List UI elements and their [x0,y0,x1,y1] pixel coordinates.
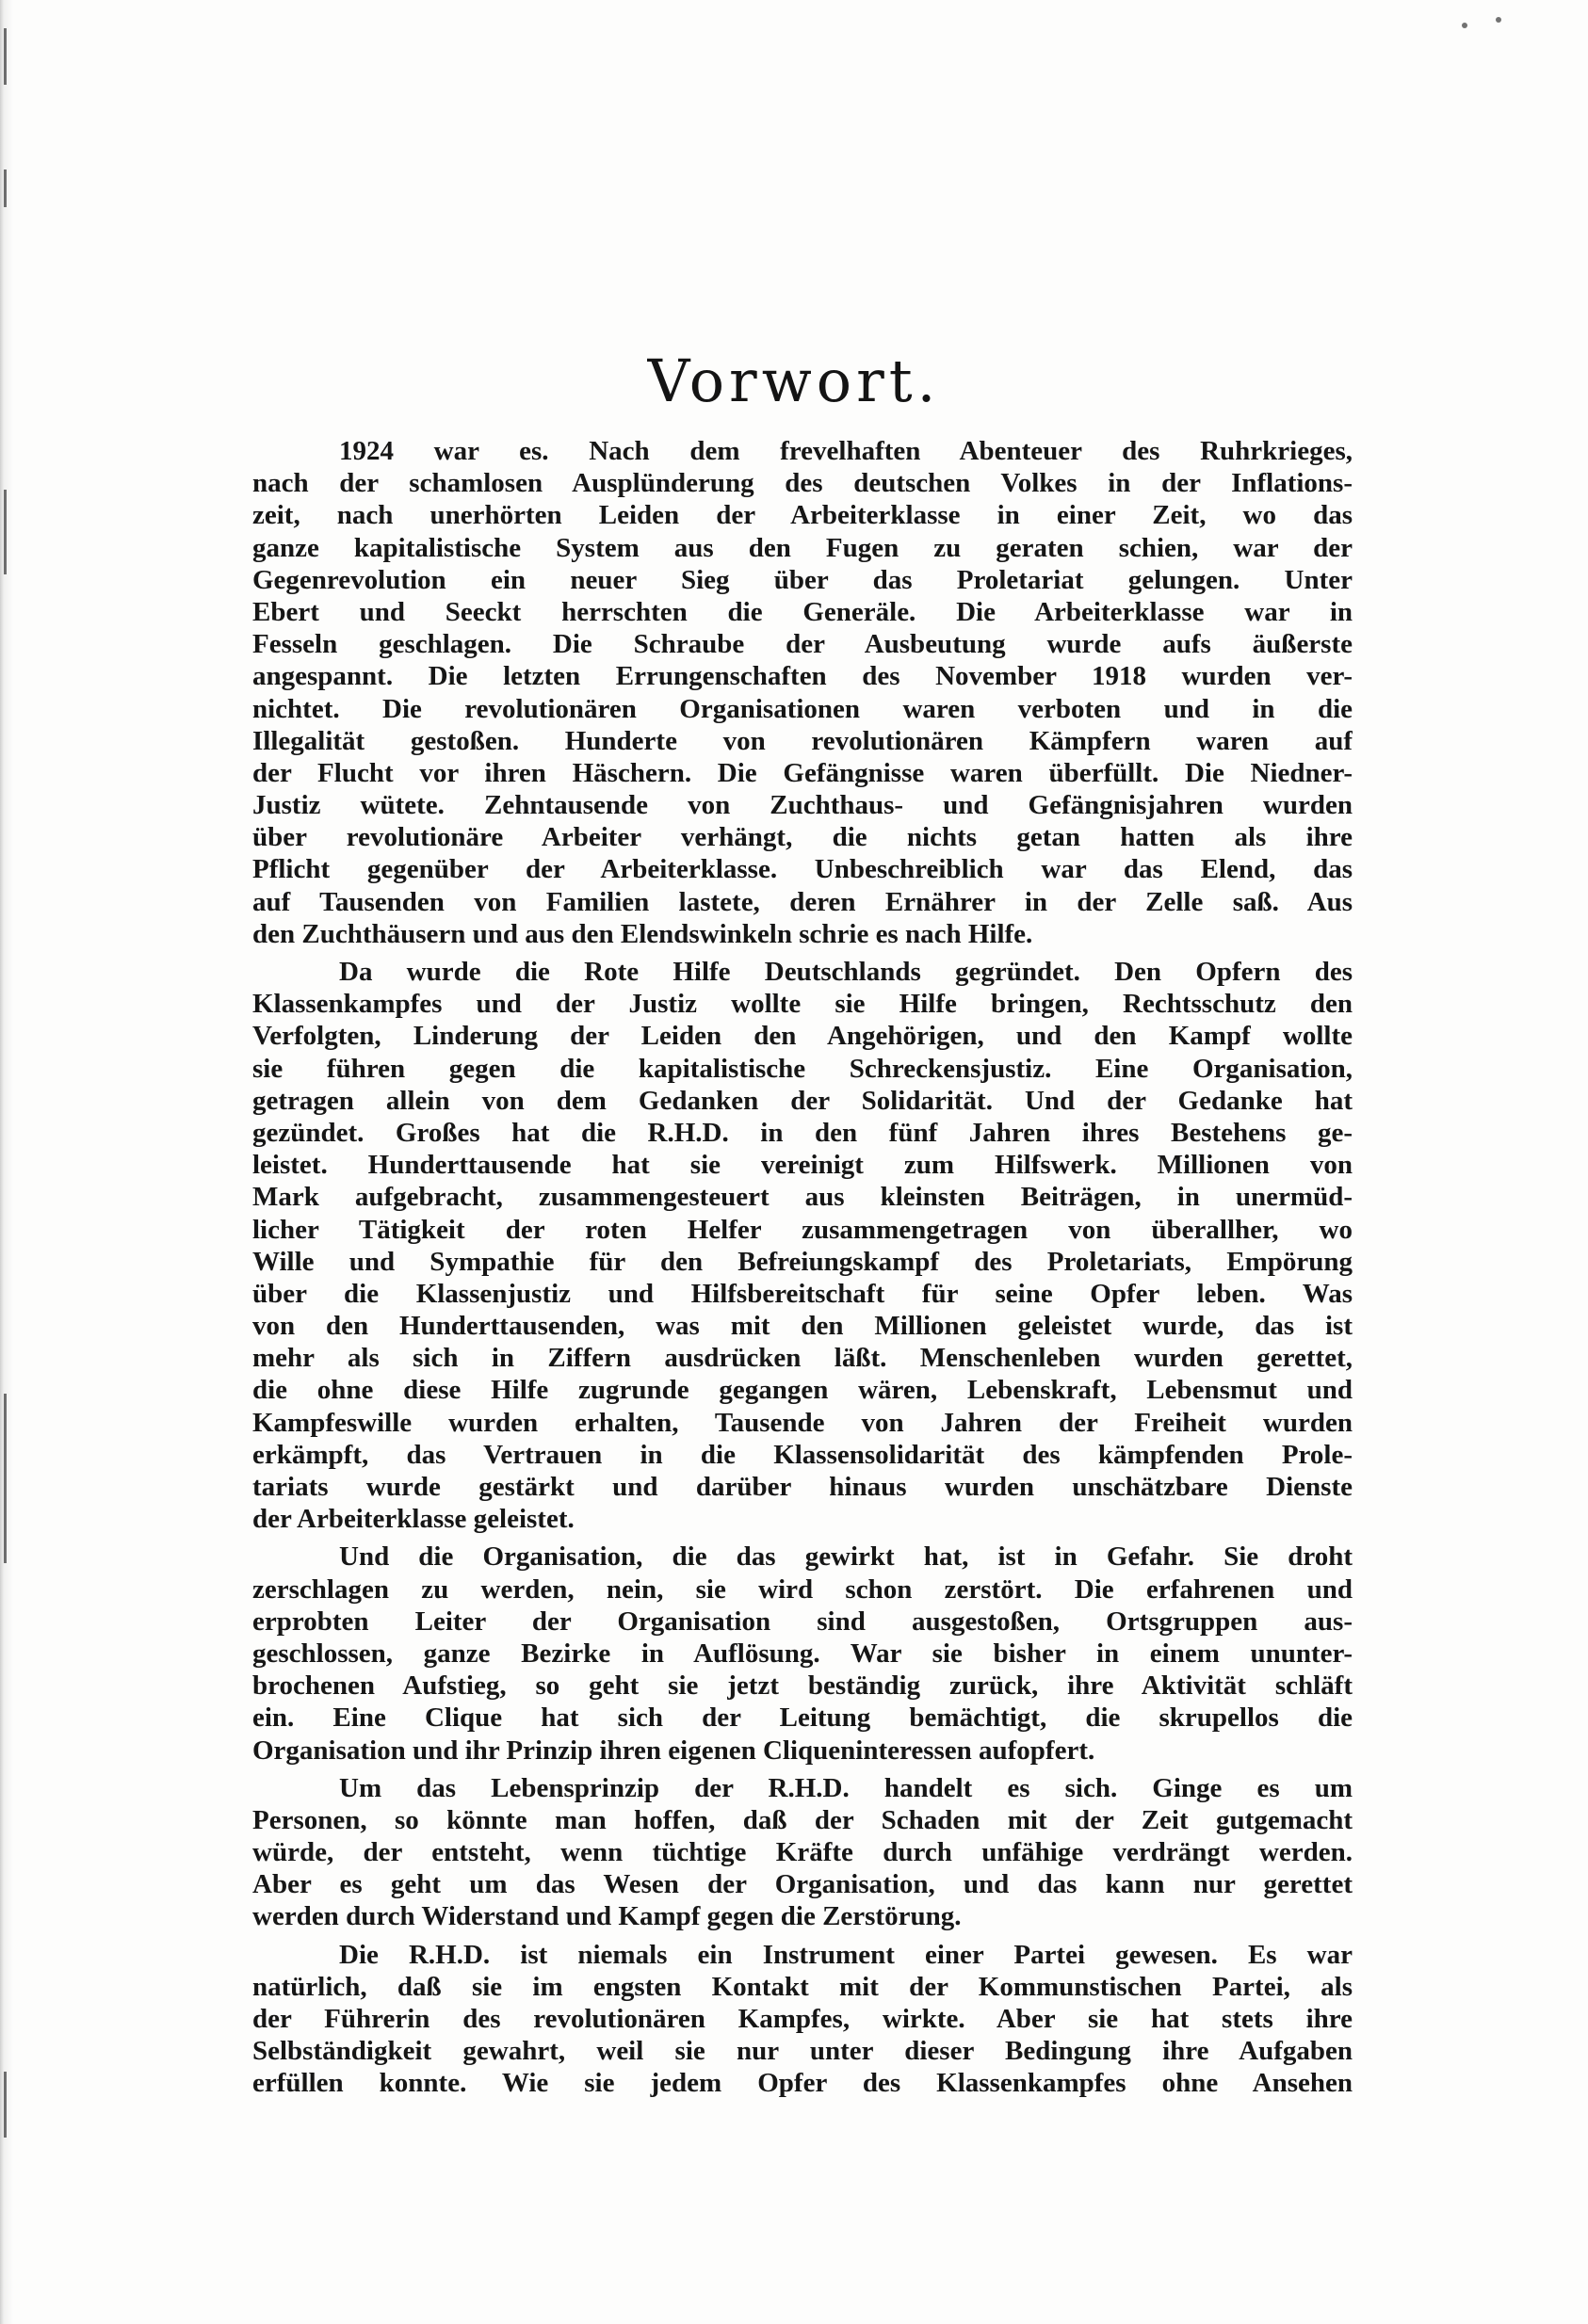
paragraph [252,435,1353,950]
text-line: natürlich, daß sie im engsten Kontakt mit der Kommunstischen Partei, als [252,1971,1353,2002]
text-line: brochenen Aufstieg, so geht sie jetzt beständig zurück, ihre Aktivität schläft [252,1670,1353,1702]
paragraph [252,1939,1353,2100]
text-line: licher Tätigkeit der roten Helfer zusammengetragen von überallher, wo [252,1214,1353,1245]
text-line: der Arbeiterklasse geleistet. [252,1504,575,1535]
text-line: der Flucht vor ihren Häschern. Die Gefängnisse waren überfüllt. Die Niedner- [252,757,1353,788]
text-line: Wille und Sympathie für den Befreiungskampf des Proletariats, Empörung [252,1246,1353,1277]
text-line: Um das Lebensprinzip der R.H.D. handelt es sich. Ginge es um [339,1772,1353,1803]
scan-edge-mark [4,28,7,85]
text-line: werden durch Widerstand und Kampf gegen die Zerstörung. [252,1901,962,1932]
text-line: Mark aufgebracht, zusammengesteuert aus kleinsten Beiträgen, in unermüd- [252,1182,1353,1213]
scan-speck [1462,23,1467,28]
text-line: mehr als sich in Ziffern ausdrücken läßt. Menschenleben wurden gerettet, [252,1343,1353,1374]
text-line: Die R.H.D. ist niemals ein Instrument einer Partei gewesen. Es war [339,1939,1353,1970]
scan-edge-mark [4,490,7,574]
text-line: nichtet. Die revolutionären Organisationen waren verboten und in die [252,693,1353,724]
text-line: Personen, so könnte man hoffen, daß der Schaden mit der Zeit gutgemacht [252,1804,1353,1835]
body-text [252,435,1353,2100]
paragraph [252,956,1353,1535]
text-line: ein. Eine Clique hat sich der Leitung bemächtigt, die skrupellos die [252,1703,1353,1734]
text-line: Selbständigkeit gewahrt, weil sie nur unter dieser Bedingung ihre Aufgaben [252,2036,1353,2067]
text-line: Klassenkampfes und der Justiz wollte sie Hilfe bringen, Rechtsschutz den [252,989,1353,1020]
text-line: sie führen gegen die kapitalistische Schreckensjustiz. Eine Organisation, [252,1053,1353,1084]
text-line: nach der schamlosen Ausplünderung des deutschen Volkes in der Inflations- [252,468,1353,499]
text-line: Und die Organisation, die das gewirkt hat, ist in Gefahr. Sie droht [339,1541,1353,1573]
text-line: gezündet. Großes hat die R.H.D. in den fünf Jahren ihres Bestehens ge- [252,1117,1353,1148]
text-line: würde, der entsteht, wenn tüchtige Kräfte durch unfähige verdrängt werden. [252,1837,1353,1868]
scan-speck [1496,17,1501,23]
page-title: Vorwort. [647,347,941,415]
scan-edge-mark [4,169,7,207]
text-line: zeit, nach unerhörten Leiden der Arbeiterklasse in einer Zeit, wo das [252,500,1353,531]
text-line: zerschlagen zu werden, nein, sie wird schon zerstört. Die erfahrenen und [252,1574,1353,1605]
scan-edge-mark [4,2072,7,2138]
text-line: Gegenrevolution ein neuer Sieg über das Proletariat gelungen. Unter [252,564,1353,595]
paragraph [252,1541,1353,1766]
text-line: Illegalität gestoßen. Hunderte von revolutionären Kämpfern waren auf [252,725,1353,756]
text-line: getragen allein von dem Gedanken der Solidarität. Und der Gedanke hat [252,1085,1353,1116]
text-line: Organisation und ihr Prinzip ihren eigenen Cliqueninteressen aufopfert. [252,1735,1095,1766]
text-line: auf Tausenden von Familien lastete, deren Ernährer in der Zelle saß. Aus [252,886,1353,917]
text-line: Aber es geht um das Wesen der Organisation, und das kann nur gerettet [252,1869,1353,1900]
paragraph [252,1772,1353,1933]
text-line: die ohne diese Hilfe zugrunde gegangen wären, Lebenskraft, Lebensmut und [252,1375,1353,1406]
text-line: geschlossen, ganze Bezirke in Auflösung. War sie bisher in einem ununter- [252,1638,1353,1669]
text-line: Da wurde die Rote Hilfe Deutschlands gegründet. Den Opfern des [339,957,1353,987]
text-line: den Zuchthäusern und aus den Elendswinkeln schrie es nach Hilfe. [252,918,1033,949]
text-line: ganze kapitalistische System aus den Fugen zu geraten schien, war der [252,532,1353,563]
text-line: erkämpft, das Vertrauen in die Klassensolidarität des kämpfenden Prole- [252,1439,1353,1470]
text-line: angespannt. Die letzten Errungenschaften des November 1918 wurden ver- [252,661,1353,692]
scan-edge-mark [4,1394,7,1563]
text-line: von den Hunderttausenden, was mit den Millionen geleistet wurde, das ist [252,1311,1353,1342]
text-line: leistet. Hunderttausende hat sie vereinigt zum Hilfswerk. Millionen von [252,1150,1353,1181]
text-line: Verfolgten, Linderung der Leiden den Angehörigen, und den Kampf wollte [252,1021,1353,1052]
text-line: erprobten Leiter der Organisation sind ausgestoßen, Ortsgruppen aus- [252,1606,1353,1637]
text-line: Ebert und Seeckt herrschten die Generäle. Die Arbeiterklasse war in [252,596,1353,627]
text-line: über revolutionäre Arbeiter verhängt, die nichts getan hatten als ihre [252,822,1353,853]
text-line: tariats wurde gestärkt und darüber hinaus wurden unschätzbare Dienste [252,1472,1353,1502]
text-line: Pflicht gegenüber der Arbeiterklasse. Unbeschreiblich war das Elend, das [252,854,1353,885]
text-line: Justiz wütete. Zehntausende von Zuchthaus- und Gefängnisjahren wurden [252,790,1353,821]
text-line: der Führerin des revolutionären Kampfes, wirkte. Aber sie hat stets ihre [252,2004,1353,2034]
text-line: Fesseln geschlagen. Die Schraube der Ausbeutung wurde aufs äußerste [252,629,1353,660]
text-line: 1924 war es. Nach dem frevelhaften Abenteuer des Ruhrkrieges, [339,436,1353,466]
text-line: erfüllen konnte. Wie sie jedem Opfer des Klassenkampfes ohne Ansehen [252,2068,1353,2099]
text-line: über die Klassenjustiz und Hilfsbereitschaft für seine Opfer leben. Was [252,1278,1353,1309]
text-line: Kampfeswille wurden erhalten, Tausende von Jahren der Freiheit wurden [252,1407,1353,1438]
